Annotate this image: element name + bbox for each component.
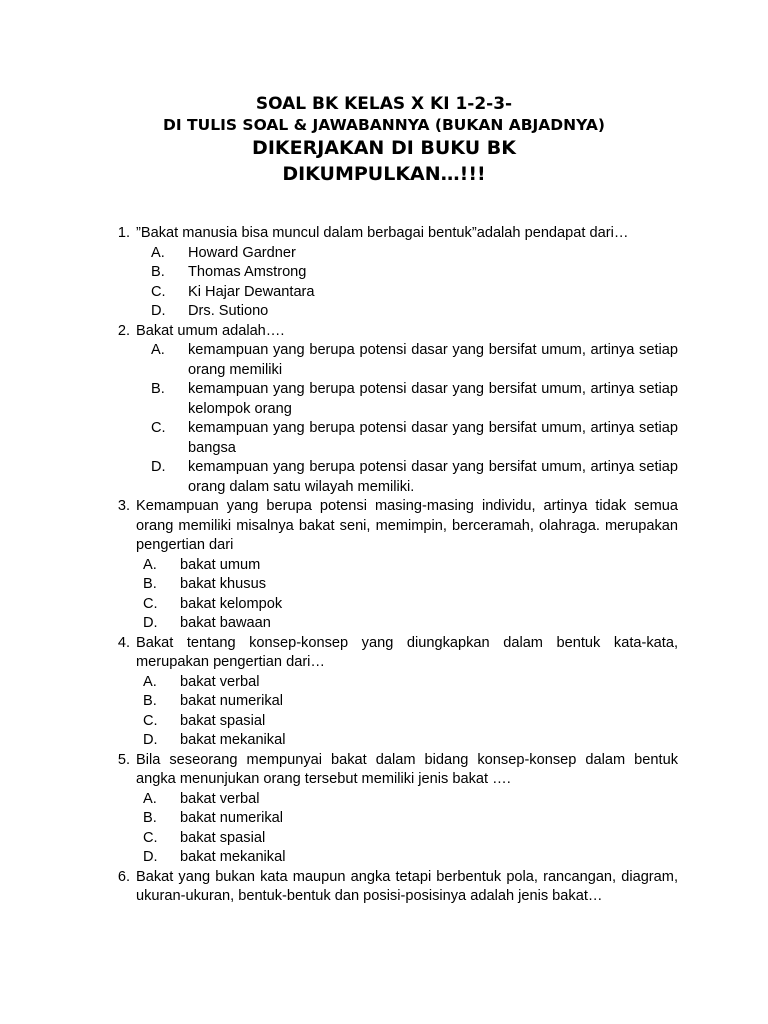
question-number: 5. <box>117 751 130 768</box>
header-title: SOAL BK KELAS X KI 1-2-3- <box>255 94 513 114</box>
option-c <box>136 829 678 849</box>
option-text: kemampuan yang berupa potensi dasar yang bersifat umum, artinya setiap orang dalam satu wilayah memiliki. <box>188 459 678 495</box>
option-text: bakat umum <box>180 556 261 573</box>
option-letter: A. <box>143 790 157 807</box>
option-b <box>136 692 678 712</box>
option-a <box>136 341 678 380</box>
question-text: Bila seseorang mempunyai bakat dalam bidang konsep-konsep dalam bentuk angka menunjukan orang tersebut memiliki jenis bakat …. <box>136 751 678 787</box>
option-letter: C. <box>143 712 158 729</box>
option-c <box>136 595 678 615</box>
option-d <box>136 458 678 497</box>
option-letter: D. <box>143 732 158 748</box>
option-a <box>136 790 678 810</box>
question-text: Bakat tentang konsep-konsep yang diungkapkan dalam bentuk kata-kata, merupakan pengertian dari… <box>136 634 678 670</box>
document-header <box>0 93 768 187</box>
option-d <box>136 614 678 634</box>
option-list <box>136 244 678 322</box>
option-text: bakat mekanikal <box>180 732 286 748</box>
option-text: bakat numerikal <box>180 693 284 709</box>
option-text: Howard Gardner <box>188 244 296 261</box>
question-text: ”Bakat manusia bisa muncul dalam berbagai bentuk”adalah pendapat dari… <box>136 225 629 241</box>
question-list <box>108 224 678 907</box>
option-text: bakat kelompok <box>180 595 283 612</box>
question-2 <box>108 322 678 498</box>
option-letter: C. <box>143 595 158 612</box>
question-3 <box>108 497 678 634</box>
option-text: kemampuan yang berupa potensi dasar yang bersifat umum, artinya setiap orang memiliki <box>188 342 678 378</box>
option-text: bakat mekanikal <box>180 849 286 865</box>
option-text: bakat verbal <box>180 673 260 690</box>
option-text: kemampuan yang berupa potensi dasar yang bersifat umum, artinya setiap kelompok orang <box>188 381 678 417</box>
question-text: Kemampuan yang berupa potensi masing-masing individu, artinya tidak semua orang memiliki misalnya bakat seni, memimpin, berceramah, olahraga. merupakan pengertian dari <box>136 498 678 553</box>
header-instruction-submit: DIKUMPULKAN…!!! <box>282 163 486 185</box>
option-b <box>136 809 678 829</box>
option-list <box>136 556 678 634</box>
option-d <box>136 302 678 322</box>
option-letter: D. <box>151 459 166 475</box>
option-letter: D. <box>151 303 166 319</box>
option-letter: C. <box>151 283 166 300</box>
option-letter: D. <box>143 849 158 865</box>
option-d <box>136 731 678 751</box>
question-number: 2. <box>117 322 130 339</box>
option-b <box>136 380 678 419</box>
option-text: bakat spasial <box>180 712 266 729</box>
option-c <box>136 419 678 458</box>
option-letter: B. <box>143 576 157 592</box>
option-list <box>136 341 678 497</box>
option-text: Drs. Sutiono <box>188 303 269 319</box>
option-b <box>136 263 678 283</box>
header-instruction: DI TULIS SOAL & JAWABANNYA (BUKAN ABJADNYA) <box>163 116 605 134</box>
question-4 <box>108 634 678 751</box>
option-text: Thomas Amstrong <box>188 264 307 280</box>
option-a <box>136 556 678 576</box>
option-list <box>136 673 678 751</box>
option-letter: C. <box>143 829 158 846</box>
option-b <box>136 575 678 595</box>
option-a <box>136 673 678 693</box>
option-letter: A. <box>143 673 157 690</box>
option-text: Ki Hajar Dewantara <box>188 283 315 300</box>
question-5 <box>108 751 678 868</box>
option-letter: A. <box>143 556 157 573</box>
header-instruction-book: DIKERJAKAN DI BUKU BK <box>252 137 516 159</box>
option-letter: A. <box>151 342 165 358</box>
option-text: bakat verbal <box>180 790 260 807</box>
option-c <box>136 283 678 303</box>
option-a <box>136 244 678 264</box>
option-letter: C. <box>151 420 166 436</box>
question-number: 4. <box>117 634 130 651</box>
option-text: bakat bawaan <box>180 615 271 631</box>
option-list <box>136 790 678 868</box>
option-c <box>136 712 678 732</box>
option-letter: B. <box>143 810 157 826</box>
question-text: Bakat umum adalah…. <box>136 322 285 339</box>
question-number: 1. <box>117 225 130 241</box>
option-letter: B. <box>143 693 157 709</box>
question-6 <box>108 868 678 907</box>
option-letter: A. <box>151 244 165 261</box>
option-letter: D. <box>143 615 158 631</box>
option-d <box>136 848 678 868</box>
option-text: bakat numerikal <box>180 810 284 826</box>
option-letter: B. <box>151 381 165 397</box>
option-letter: B. <box>151 264 165 280</box>
option-text: bakat spasial <box>180 829 266 846</box>
question-1 <box>108 224 678 322</box>
question-text: Bakat yang bukan kata maupun angka tetapi berbentuk pola, rancangan, diagram, ukuran-ukuran, bentuk-bentuk dan posisi-posisinya adalah jenis bakat… <box>136 868 678 904</box>
option-text: kemampuan yang berupa potensi dasar yang bersifat umum, artinya setiap bangsa <box>188 420 678 456</box>
option-text: bakat khusus <box>180 576 266 592</box>
question-number: 3. <box>117 498 130 514</box>
question-number: 6. <box>117 868 130 885</box>
